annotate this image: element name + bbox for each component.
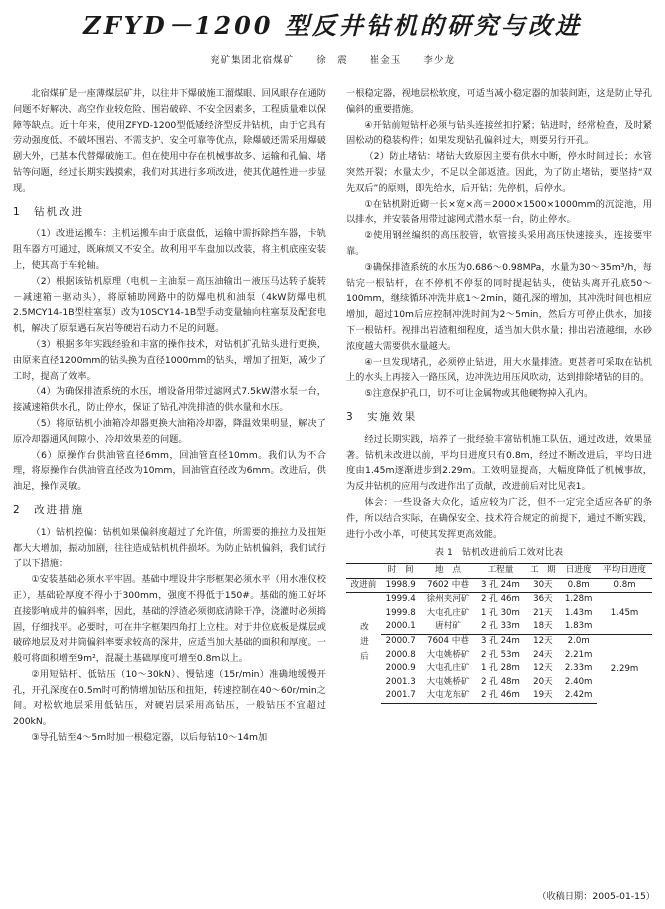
- table-cell: 20天: [533, 676, 553, 687]
- body-paragraph-continued: 一根稳定器，视地层松软度，可适当减小稳定器的加装间距，这是防止导孔偏斜的重要措施。: [346, 88, 652, 115]
- row-group-label: 改进前: [350, 579, 377, 590]
- table-cell: 3 孔 24m: [481, 579, 520, 590]
- body-paragraph: （1）钻机控偏：钻机如果偏斜度超过了允许值，所需要的推拉力及扭矩都大大增加，振动加剧，往往造成钻机机件损坏。为防止钻机偏斜，我们试行了以下措施：: [13, 526, 326, 570]
- body-paragraph: （2）根据该钻机原理（电机－主油泵－高压油输出－液压马达转子旋转－减速箱－驱动头），将原辅助网路中的防爆电机和油泵（4kW防爆电机 2.5MCY14-1B型柱塞泵）改为10SCY14-1B型手动变量轴向柱塞泵及配套电机，解决了原泵遇石灰岩等硬岩石动力不足的问题。: [13, 275, 326, 335]
- intro-paragraph: 北宿煤矿是一座薄煤层矿井，以往井下爆破施工溜煤眼、回风眼存在通防问题不好解决、高空作业较危险、围岩破碎、不安全因素多，工程质量难以保障等缺点。近十年来，使用ZFYD-1200型低矮经济型反井钻机，由于它具有劳动强度低、不破坏围岩、不需支护、安全可靠等优点，除爆破还需采用爆破剧大外，已基本代替爆破施工。但在使用中存在机械事故多、运输和孔偏、堵钻等问题，经过长期实践摸索，我们对其进行多项改进，使其优越性进一步显现。: [13, 88, 326, 194]
- table-cell: 2.21m: [564, 649, 593, 660]
- table-cell: 2001.7: [381, 689, 421, 703]
- table-cell: 0.8m: [613, 579, 636, 590]
- table-cell: 7604 中巷: [421, 635, 476, 649]
- right-column: [346, 86, 652, 704]
- table-cell-average: 2.29m: [597, 635, 652, 704]
- body-paragraph: （5）将原钻机小油箱冷却器更换大油箱冷却器，降温效果明显，解决了原冷却器通风间隙小、冷却效果差的问题。: [13, 417, 326, 445]
- paper-title: ZFYD－1200 型反井钻机的研究与改进: [83, 11, 582, 40]
- table-cell: 1998.9: [385, 579, 416, 590]
- table-cell: 2 孔 53m: [481, 649, 520, 660]
- table-cell: 2.0m: [560, 635, 597, 649]
- body-paragraph: （2）防止堵钻：堵钻大致原因主要有供水中断，停水时间过长；水管突然开裂；水量太少，不足以全部返渣。因此，为了防止堵钻，要坚持“双先双后”的原则，即先给水，后开钻；先停机，后停水。: [346, 151, 652, 194]
- body-paragraph: （3）根据多年实践经验和丰富的操作技术，对钻机扩孔钻头进行更换，由原来直径1200mm的钻头换为直径1000mm的钻头，增加了扭矩，减少了工时，提高了效率。: [13, 338, 326, 382]
- table-caption: 表 1 钻机改进前后工效对比表: [434, 547, 564, 559]
- table-header-cell: [346, 564, 381, 579]
- table-row: [346, 578, 652, 593]
- table-cell: 2000.7: [381, 635, 421, 649]
- table-row: [346, 635, 652, 649]
- body-paragraph: ②使用钢丝编织的高压胶管，软管接头采用高压快速接头，连接要牢靠。: [346, 230, 652, 257]
- table-row: [346, 593, 652, 607]
- table-cell: 24天: [533, 649, 553, 660]
- table-cell-average: 1.45m: [597, 593, 652, 635]
- comparison-table: [346, 563, 652, 704]
- table-cell: 12天: [525, 635, 560, 649]
- table-cell: 大屯姚桥矿: [426, 649, 470, 660]
- table-cell: 2 孔 46m: [475, 593, 525, 607]
- left-column: [13, 86, 326, 746]
- table-cell: 2001.3: [385, 676, 416, 687]
- body-paragraph: ①安装基础必须水平牢固。基础中埋设井字形框架必须水平（用水准仪校正），基础砼厚度不得小于300mm，强度不得低于150#。基础的施工好坏直接影响成井的偏斜率，因此，基础的浮渣必须彻底清除干净，浇灌时必须捣固，仔细找平。必要时，可在井字框架四角打上立柱。对于井位底板是煤层或破碎地层及对井筒偏斜率要求较高的深井，应适当加大基础的面积和厚度。一般可将面积增至9m²，混凝土基础厚度可增至0.8m以上。: [13, 574, 326, 665]
- table-cell: 大屯姚桥矿: [426, 676, 470, 687]
- body-paragraph: ①在钻机附近砌一长×宽×高＝2000×1500×1000mm的沉淀池，用以排水，并安装备用带过滤网式潜水泵一台，防止停水。: [346, 198, 652, 226]
- author-name: 崔金玉: [369, 55, 402, 66]
- author-name: 徐 震: [316, 55, 348, 66]
- table-cell: 21天: [533, 607, 553, 618]
- author-line: [0, 52, 665, 66]
- table-cell: 1.83m: [564, 621, 593, 632]
- body-paragraph: ⑤注意保护孔口，切不可让金属物或其他硬物掉入孔内。: [364, 388, 594, 400]
- body-paragraph: 体会：一些设备大众化，适应较为广泛，但不一定完全适应各矿的条件，所以结合实际，在确保安全、技术符合规定的前提下，通过不断实践，进行小改小革，可使其发挥更高效能。: [346, 496, 652, 540]
- body-paragraph: ③导孔钻至4～5m时加一根稳定器，以后每钻10～14m加: [31, 732, 268, 744]
- table-cell: 2.40m: [564, 676, 593, 687]
- table-cell: 30天: [533, 579, 553, 590]
- table-cell: 1.43m: [564, 607, 593, 618]
- table-header-row: [346, 564, 652, 579]
- table-cell: 1999.8: [385, 607, 416, 618]
- table-cell: 7602 中巷: [427, 579, 469, 590]
- table-cell: 36天: [525, 593, 560, 607]
- body-paragraph: 经过长期实践，培养了一批经验丰富钻机施工队伍，通过改进，效果显著。钻机未改进以前，平均日进度只有0.8m，经过不断改进后，平均日进度由1.45m逐渐进步到2.29m。工效明显提高，大幅度降低了机械事故，为反井钻机的应用与改进作出了贡献，改进前后对比见表1。: [346, 433, 652, 493]
- table-cell: 2.42m: [560, 689, 597, 703]
- table-cell: 大屯孔庄矿: [426, 607, 470, 618]
- table-cell: 徐州夹河矿: [421, 593, 476, 607]
- section-2-heading: 2 改进措施: [13, 503, 85, 516]
- table-cell: 3 孔 24m: [475, 635, 525, 649]
- body-paragraph: （4）为确保排渣系统的水压，增设备用带过滤网式7.5kW潜水泵一台，接减速箱供水孔，防止停水，保证了钻孔冲洗排渣的供水量和水压。: [13, 386, 326, 414]
- table-header-cell: 日进度: [560, 564, 597, 579]
- table-cell: 1.28m: [560, 593, 597, 607]
- author-name: 李少龙: [423, 55, 455, 66]
- table-cell: 0.8m: [567, 579, 590, 590]
- body-paragraph: ③确保排渣系统的水压为0.686～0.98MPa，水量为30～35m³/h，每钻完一根钻杆，在不停机不停泵的同时提起钻头，使钻头离开孔底50～100mm，继续循环冲洗井底1～2min，随孔深的增加，其冲洗时间也相应增加，超过10m后应控制冲洗时间为2～5min，然后方可停止供水，加接下一根钻杆。视排出岩渣粗细程度，适当加大供水量；排出岩渣越细，水砂浓度越大需要供水量越大。: [346, 261, 652, 352]
- body-paragraph: ④开钻前短钻杆必须与钻头连接丝扣拧紧；钻进时，经常检查，及时紧固松动的稳装构件；如果发现钻孔偏斜过大，则要另行开孔。: [346, 119, 652, 147]
- body-paragraph: ④一旦发现堵孔，必须停止钻进，用大水量排渣。更甚者可采取在钻机上的水头上再接入一路压风，边冲洗边用压风吹动，达到排除堵钻的目的。: [346, 356, 652, 384]
- table-header-cell: 平均日进度: [597, 564, 652, 579]
- table-cell: 2 孔 33m: [481, 621, 520, 632]
- table-cell: 1999.4: [381, 593, 421, 607]
- body-paragraph: （6）原操作台供油管直径6mm，回油管直径10mm。我们认为不合理，将原操作台供油管直径改为10mm，回油管直径改为6mm。改进后，供油足，操作灵敏。: [13, 449, 326, 493]
- table-cell: 1 孔 30m: [481, 607, 520, 618]
- received-date: （收稿日期：2005-01-15）: [537, 891, 655, 902]
- table-header-cell: 工程量: [475, 564, 525, 579]
- body-paragraph: ②用短钻杆、低钻压（10～30kN）、慢钻速（15r/min）准确地缓慢开孔，开孔深度在0.5m时可酌情增加钻压和扭矩，转速控制在40～60r/min之间。对松软地层采用低钻压，对硬岩层采用高钻压，一般钻压不宜超过200kN。: [13, 668, 326, 728]
- table-header-cell: 时 间: [381, 564, 421, 579]
- table-cell: 19天: [525, 689, 560, 703]
- table-cell: 2000.8: [385, 649, 416, 660]
- row-group-label: 改进后: [346, 593, 381, 704]
- table-cell: 1 孔 28m: [481, 663, 520, 674]
- table-cell: 2.33m: [564, 663, 593, 674]
- body-paragraph: （1）改进运搬车：主机运搬车由于底盘低，运输中需拆除挡车器，卡轨阻车器方可通过，既麻烦又不安全。故利用平车盘加以改装，将主机底座安装上，使其高于车轮轴。: [13, 228, 326, 271]
- table-header-cell: 工 期: [525, 564, 560, 579]
- table-cell: 2000.9: [385, 663, 416, 674]
- section-1-heading: 1 钻机改进: [13, 205, 85, 218]
- table-cell: 2000.1: [385, 621, 416, 632]
- table-cell: 大屯孔庄矿: [426, 663, 470, 674]
- table-header-cell: 地 点: [421, 564, 476, 579]
- table-cell: 18天: [533, 621, 553, 632]
- table-cell: 12天: [533, 663, 553, 674]
- table-cell: 唐村矿: [435, 621, 461, 632]
- author-organization: 兖矿集团北宿煤矿: [210, 55, 295, 66]
- table-cell: 2 孔 46m: [475, 689, 525, 703]
- table-cell: 大屯龙东矿: [421, 689, 476, 703]
- section-3-heading: 3 实施效果: [346, 410, 418, 423]
- table-cell: 2 孔 48m: [481, 676, 520, 687]
